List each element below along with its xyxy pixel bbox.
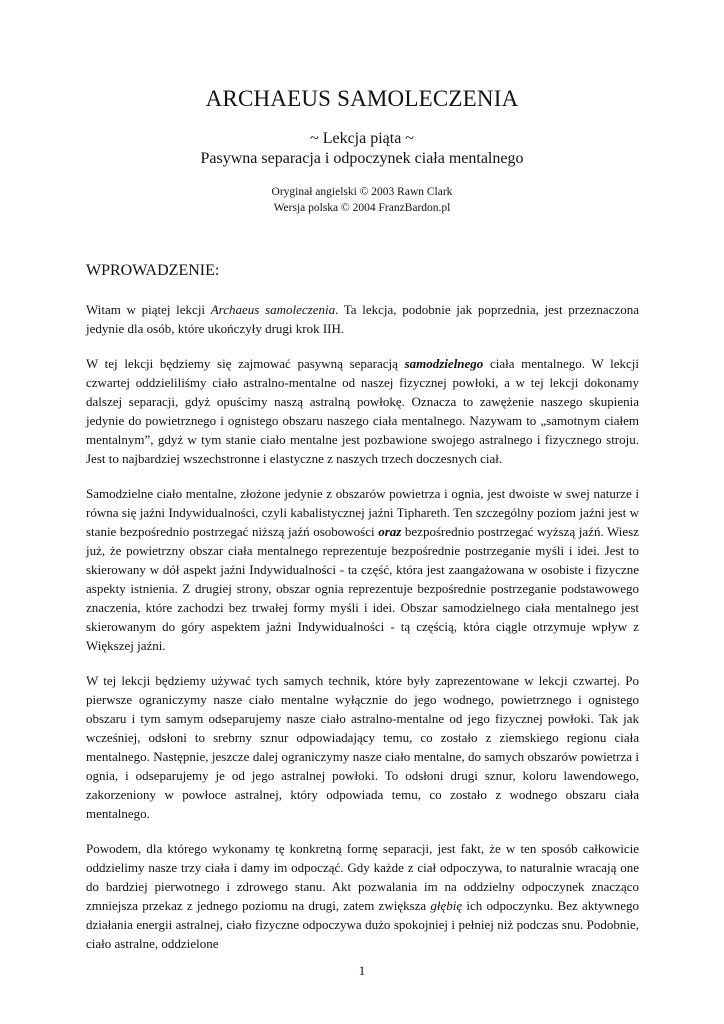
text-run: Witam w piątej lekcji bbox=[86, 302, 211, 317]
copyright-original: Oryginał angielski © 2003 Rawn Clark bbox=[271, 186, 453, 198]
paragraph bbox=[86, 671, 639, 823]
text-run: samodzielnego bbox=[404, 356, 484, 371]
paragraph bbox=[86, 300, 639, 338]
body-text bbox=[86, 300, 639, 969]
paragraph bbox=[86, 354, 639, 468]
text-run: W tej lekcji będziemy używać tych samych technik, które były zaprezentowane w lekcji czwartej. Po pierwsze ograniczymy nasze ciało mentalne wyłącznie do jego wodnego, powietrznego i ognistego obszaru i tym samym odseparujemy nasze ciało astralno-mentalne od jego fizycznej powłoki. Tak jak wcześniej, odsłoni to srebrny sznur odpowiadający temu, co zostało z ziemskiego regionu ciała mentalnego. Następnie, jeszcze dalej ograniczymy nasze ciało mentalne, do samych obszarów powietrza i ognia, i odseparujemy je od jego astralnej powłoki. To odsłoni drugi sznur, koloru lawendowego, zakorzeniony w powłoce astralnej, który odpowiada temu, co zostało z wodnego obszaru ciała mentalnego. bbox=[86, 673, 639, 821]
text-run: . Ta lekcja, podobnie jak poprzednia, jest przeznaczona jedynie dla osób, które ukończyły drugi krok IIH. bbox=[86, 302, 639, 336]
text-run: głębię bbox=[430, 898, 463, 913]
text-run: Samodzielne ciało mentalne, złożone jedynie z obszarów powietrza i ognia, jest dwoiste w swej naturze i równa się jaźni Indywidualności, czyli kabalistycznej jaźni Tiphareth. Ten szczególny poziom jaźni jest w stanie bezpośrednio postrzegać niższą jaźń osobowości bbox=[86, 486, 639, 539]
text-run: ciała mentalnego. W lekcji czwartej oddzieliliśmy ciało astralno-mentalne od naszej fizycznej powłoki, a w tej lekcji dokonamy dalszej separacji, gdyż opuścimy naszą astralną powłokę. Oznacza to zawężenie naszego skupienia jedynie do powietrznego i ognistego obszaru naszego ciała mentalnego. Nazywam to „samotnym ciałem mentalnym”, gdyż w tym stanie ciało mentalne jest pozbawione swojego astralnego i fizycznego stroju. Jest to najbardziej wszechstronne i elastyczne z naszych trzech doczesnych ciał. bbox=[86, 356, 639, 466]
document-title: ARCHAEUS SAMOLECZENIA bbox=[205, 86, 519, 111]
paragraph bbox=[86, 484, 639, 655]
text-run: ich odpoczynku. Bez aktywnego działania energii astralnej, ciało fizyczne odpoczywa dużo spokojniej i pełniej niż podczas snu. Podobnie, ciało astralne, oddzielone bbox=[86, 898, 639, 951]
text-run: W tej lekcji będziemy się zajmować pasywną separacją bbox=[86, 356, 405, 371]
text-run: oraz bbox=[378, 524, 402, 539]
text-run: Powodem, dla którego wykonamy tę konkretną formę separacji, jest fakt, że w ten sposób całkowicie oddzielimy nasze trzy ciała i damy im odpocząć. Gdy każde z ciał odpoczywa, to naturalnie wracają one do bardziej pierwotnego i zdrowego stanu. Akt pozwalania im na oddzielny odpoczynek znacząco zmniejsza przekaz z jednego poziomu na drugi, zatem zwiększa bbox=[86, 841, 639, 913]
section-heading: WPROWADZENIE: bbox=[86, 262, 220, 279]
copyright-translation: Wersja polska © 2004 FranzBardon.pl bbox=[273, 202, 451, 214]
page-number: 1 bbox=[358, 963, 366, 978]
lesson-subtitle: ~ Lekcja piąta ~ bbox=[310, 130, 414, 147]
text-run: Archaeus samoleczenia bbox=[210, 302, 336, 317]
paragraph bbox=[86, 839, 639, 953]
text-run: bezpośrednio postrzegać wyższą jaźń. Wiesz już, że powietrzny obszar ciała mentalnego reprezentuje bezpośrednie postrzeganie myśli i idei. Jest to skierowany w dół aspekt jaźni Indywidualności - ta część, która jest zaangażowana w osobiste i fizyczne aspekty istnienia. Z drugiej strony, obszar ognia reprezentuje bezpośrednie postrzeganie podstawowego znaczenia, które zachodzi bez trwałej formy myśli i idei. Obszar samodzielnego ciała mentalnego jest skierowanym do góry aspektem jaźni Indywidualności - tą częścią, która ciągle otrzymuje wpływ z Większej jaźni. bbox=[86, 524, 639, 653]
lesson-topic: Pasywna separacja i odpoczynek ciała mentalnego bbox=[200, 150, 524, 167]
